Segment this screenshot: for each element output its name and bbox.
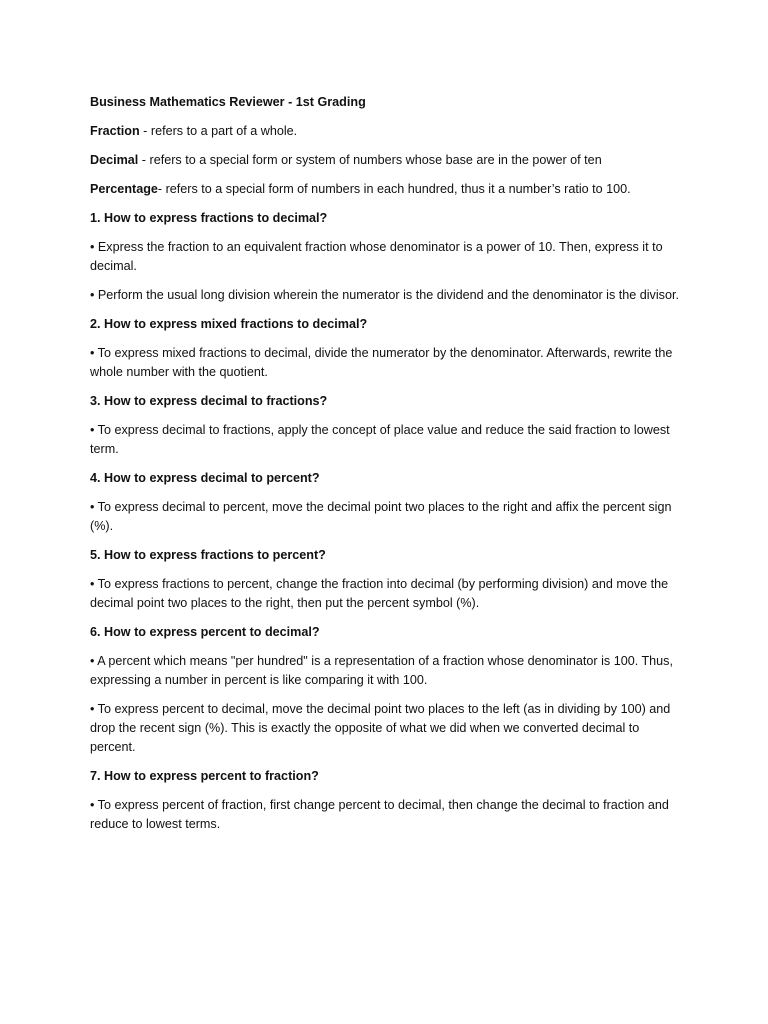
question-heading: 2. How to express mixed fractions to decimal? xyxy=(90,317,368,331)
document-title: Business Mathematics Reviewer - 1st Grading xyxy=(90,95,366,109)
question-heading: 3. How to express decimal to fractions? xyxy=(90,394,328,408)
bullet-item: • To express fractions to percent, change the fraction into decimal (by performing division) and move the decimal point two places to the right, then put the percent symbol (%). xyxy=(90,577,669,610)
definition-text: - refers to a special form or system of numbers whose base are in the power of ten xyxy=(138,153,602,167)
definition-percentage xyxy=(90,180,680,199)
bullet-item: • To express mixed fractions to decimal, divide the numerator by the denominator. Afterwards, rewrite the whole number with the quotient. xyxy=(90,346,673,379)
definition-text: - refers to a special form of numbers in each hundred, thus it a number’s ratio to 100. xyxy=(157,182,631,196)
definition-text: - refers to a part of a whole. xyxy=(139,124,298,138)
definition-fraction xyxy=(90,122,680,141)
question-heading: 5. How to express fractions to percent? xyxy=(90,548,326,562)
question-heading: 1. How to express fractions to decimal? xyxy=(90,211,328,225)
bullet-item: • Perform the usual long division wherein the numerator is the dividend and the denominator is the divisor. xyxy=(90,288,679,302)
bullet-item: • To express percent of fraction, first change percent to decimal, then change the decimal to fraction and reduce to lowest terms. xyxy=(90,798,669,831)
question-heading: 4. How to express decimal to percent? xyxy=(90,471,320,485)
definition-decimal xyxy=(90,151,680,170)
question-heading: 7. How to express percent to fraction? xyxy=(90,769,319,783)
definition-term: Fraction xyxy=(90,124,140,138)
bullet-item: • A percent which means "per hundred" is a representation of a fraction whose denominator is 100. Thus, expressing a number in percent is like comparing it with 100. xyxy=(90,654,673,687)
bullet-item: • To express decimal to fractions, apply the concept of place value and reduce the said fraction to lowest term. xyxy=(90,423,670,456)
document-body xyxy=(90,93,680,844)
bullet-item: • To express percent to decimal, move the decimal point two places to the left (as in dividing by 100) and drop the recent sign (%). This is exactly the opposite of what we did when we converted decimal to percent. xyxy=(90,702,671,754)
bullet-item: • Express the fraction to an equivalent fraction whose denominator is a power of 10. Then, express it to decimal. xyxy=(90,240,663,273)
definition-term: Percentage xyxy=(90,182,158,196)
definition-term: Decimal xyxy=(90,153,139,167)
bullet-item: • To express decimal to percent, move the decimal point two places to the right and affix the percent sign (%). xyxy=(90,500,672,533)
question-heading: 6. How to express percent to decimal? xyxy=(90,625,320,639)
